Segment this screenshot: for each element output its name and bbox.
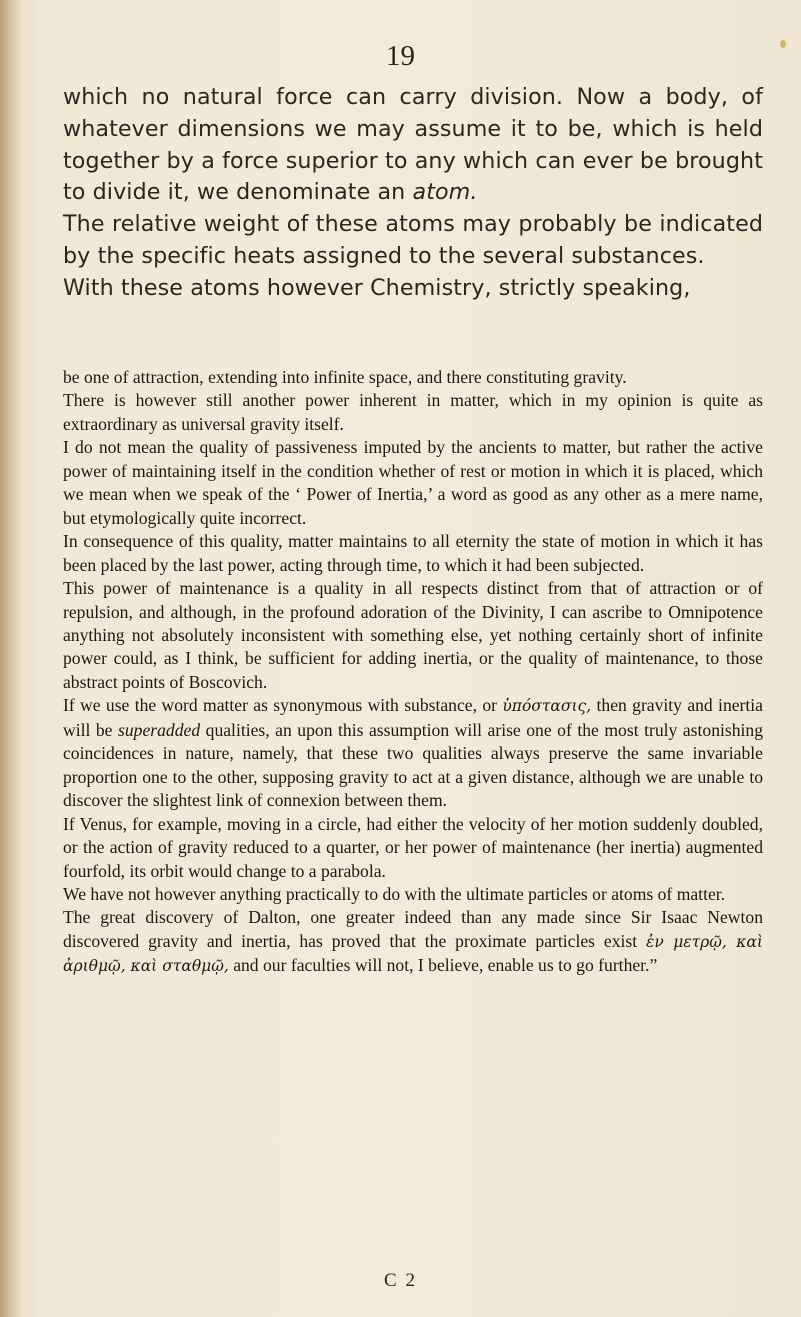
page-number: 19 <box>386 40 415 72</box>
lower-paragraph-5 <box>63 694 763 812</box>
lower-paragraph-1: There is however still another power inherent in matter, which in my opinion is quite as extraordinary as universal gravity itself. <box>63 390 763 434</box>
upper-paragraph-2: The relative weight of these atoms may probably be indicated by the specific heats assigned to the several substances. <box>63 211 763 269</box>
lower-paragraph-4: This power of maintenance is a quality in all respects distinct from that of attraction or of repulsion, and although, in the profound adoration of the Divinity, I can ascribe to Omnipotence anything not absolutely inconsistent with something else, yet nothing certainly short of infinite power could, as I think, be sufficient for adding inertia, or the quality of maintenance, to those abstract points of Boscovich. <box>63 578 763 692</box>
upper-paragraph-1-text: which no natural force can carry division. Now a body, of whatever dimensions we may assume it to be, which is held together by a force superior to any which can ever be brought to divide it, we denominate an <box>63 84 763 206</box>
upper-text-block <box>63 82 763 305</box>
greek-measure-number-weight: ἐν μετρῷ, καὶ ἀριθμῷ, καὶ σταθμῷ, <box>63 932 763 976</box>
p8-part-b: and our faculties will not, I believe, enable us to go further.” <box>233 955 658 976</box>
lower-paragraph-0: be one of attraction, extending into infinite space, and there constituting gravity. <box>63 367 627 387</box>
lower-paragraph-7: We have not however anything practically to do with the ultimate particles or atoms of matter. <box>63 883 726 904</box>
p5-part-a: If we use the word matter as synonymous with substance, or <box>63 695 497 716</box>
upper-paragraph-1 <box>63 82 763 209</box>
lower-paragraph-2: I do not mean the quality of passiveness imputed by the ancients to matter, but rather the active power of maintaining itself in the condition whether of rest or motion in which it is placed, which we mean when we speak of the ‘ Power of Inertia,’ a word as good as any other as a mere name, but etymologically quite incorrect. <box>63 437 763 528</box>
lower-paragraph-6: If Venus, for example, moving in a circle, had either the velocity of her motion suddenly doubled, or the action of gravity reduced to a quarter, or her power of maintenance (her inertia) augmented fourfold, its orbit would change to a parabola. <box>63 813 763 881</box>
lower-paragraph-8 <box>63 906 763 978</box>
p5-part-b: then gravity and inertia will be <box>63 695 763 740</box>
atom-word: atom. <box>412 179 478 206</box>
page-spine-shadow <box>0 0 22 1317</box>
p8-part-a: The great discovery of Dalton, one greater indeed than any made since Sir Isaac Newton discovered gravity and inertia, has proved that the proximate particles exist <box>63 907 763 951</box>
superadded-word: superadded <box>118 719 201 740</box>
p5-part-c: qualities, an upon this assumption will arise one of the most truly astonishing coincidences in nature, namely, that these two qualities always preserve the same invariable proportion one to the other, supposing gravity to act at a given distance, although we are unable to discover the slightest link of connexion between them. <box>63 719 764 811</box>
lower-paragraph-3: In consequence of this quality, matter maintains to all eternity the state of motion in which it has been placed by the last power, acting through time, to which it had been subjected. <box>63 531 763 575</box>
upper-paragraph-3: With these atoms however Chemistry, strictly speaking, <box>63 274 691 301</box>
lower-text-block <box>63 366 763 979</box>
greek-hypostasis: ὑπόστασις, <box>502 697 592 716</box>
signature-mark: C 2 <box>384 1270 417 1291</box>
